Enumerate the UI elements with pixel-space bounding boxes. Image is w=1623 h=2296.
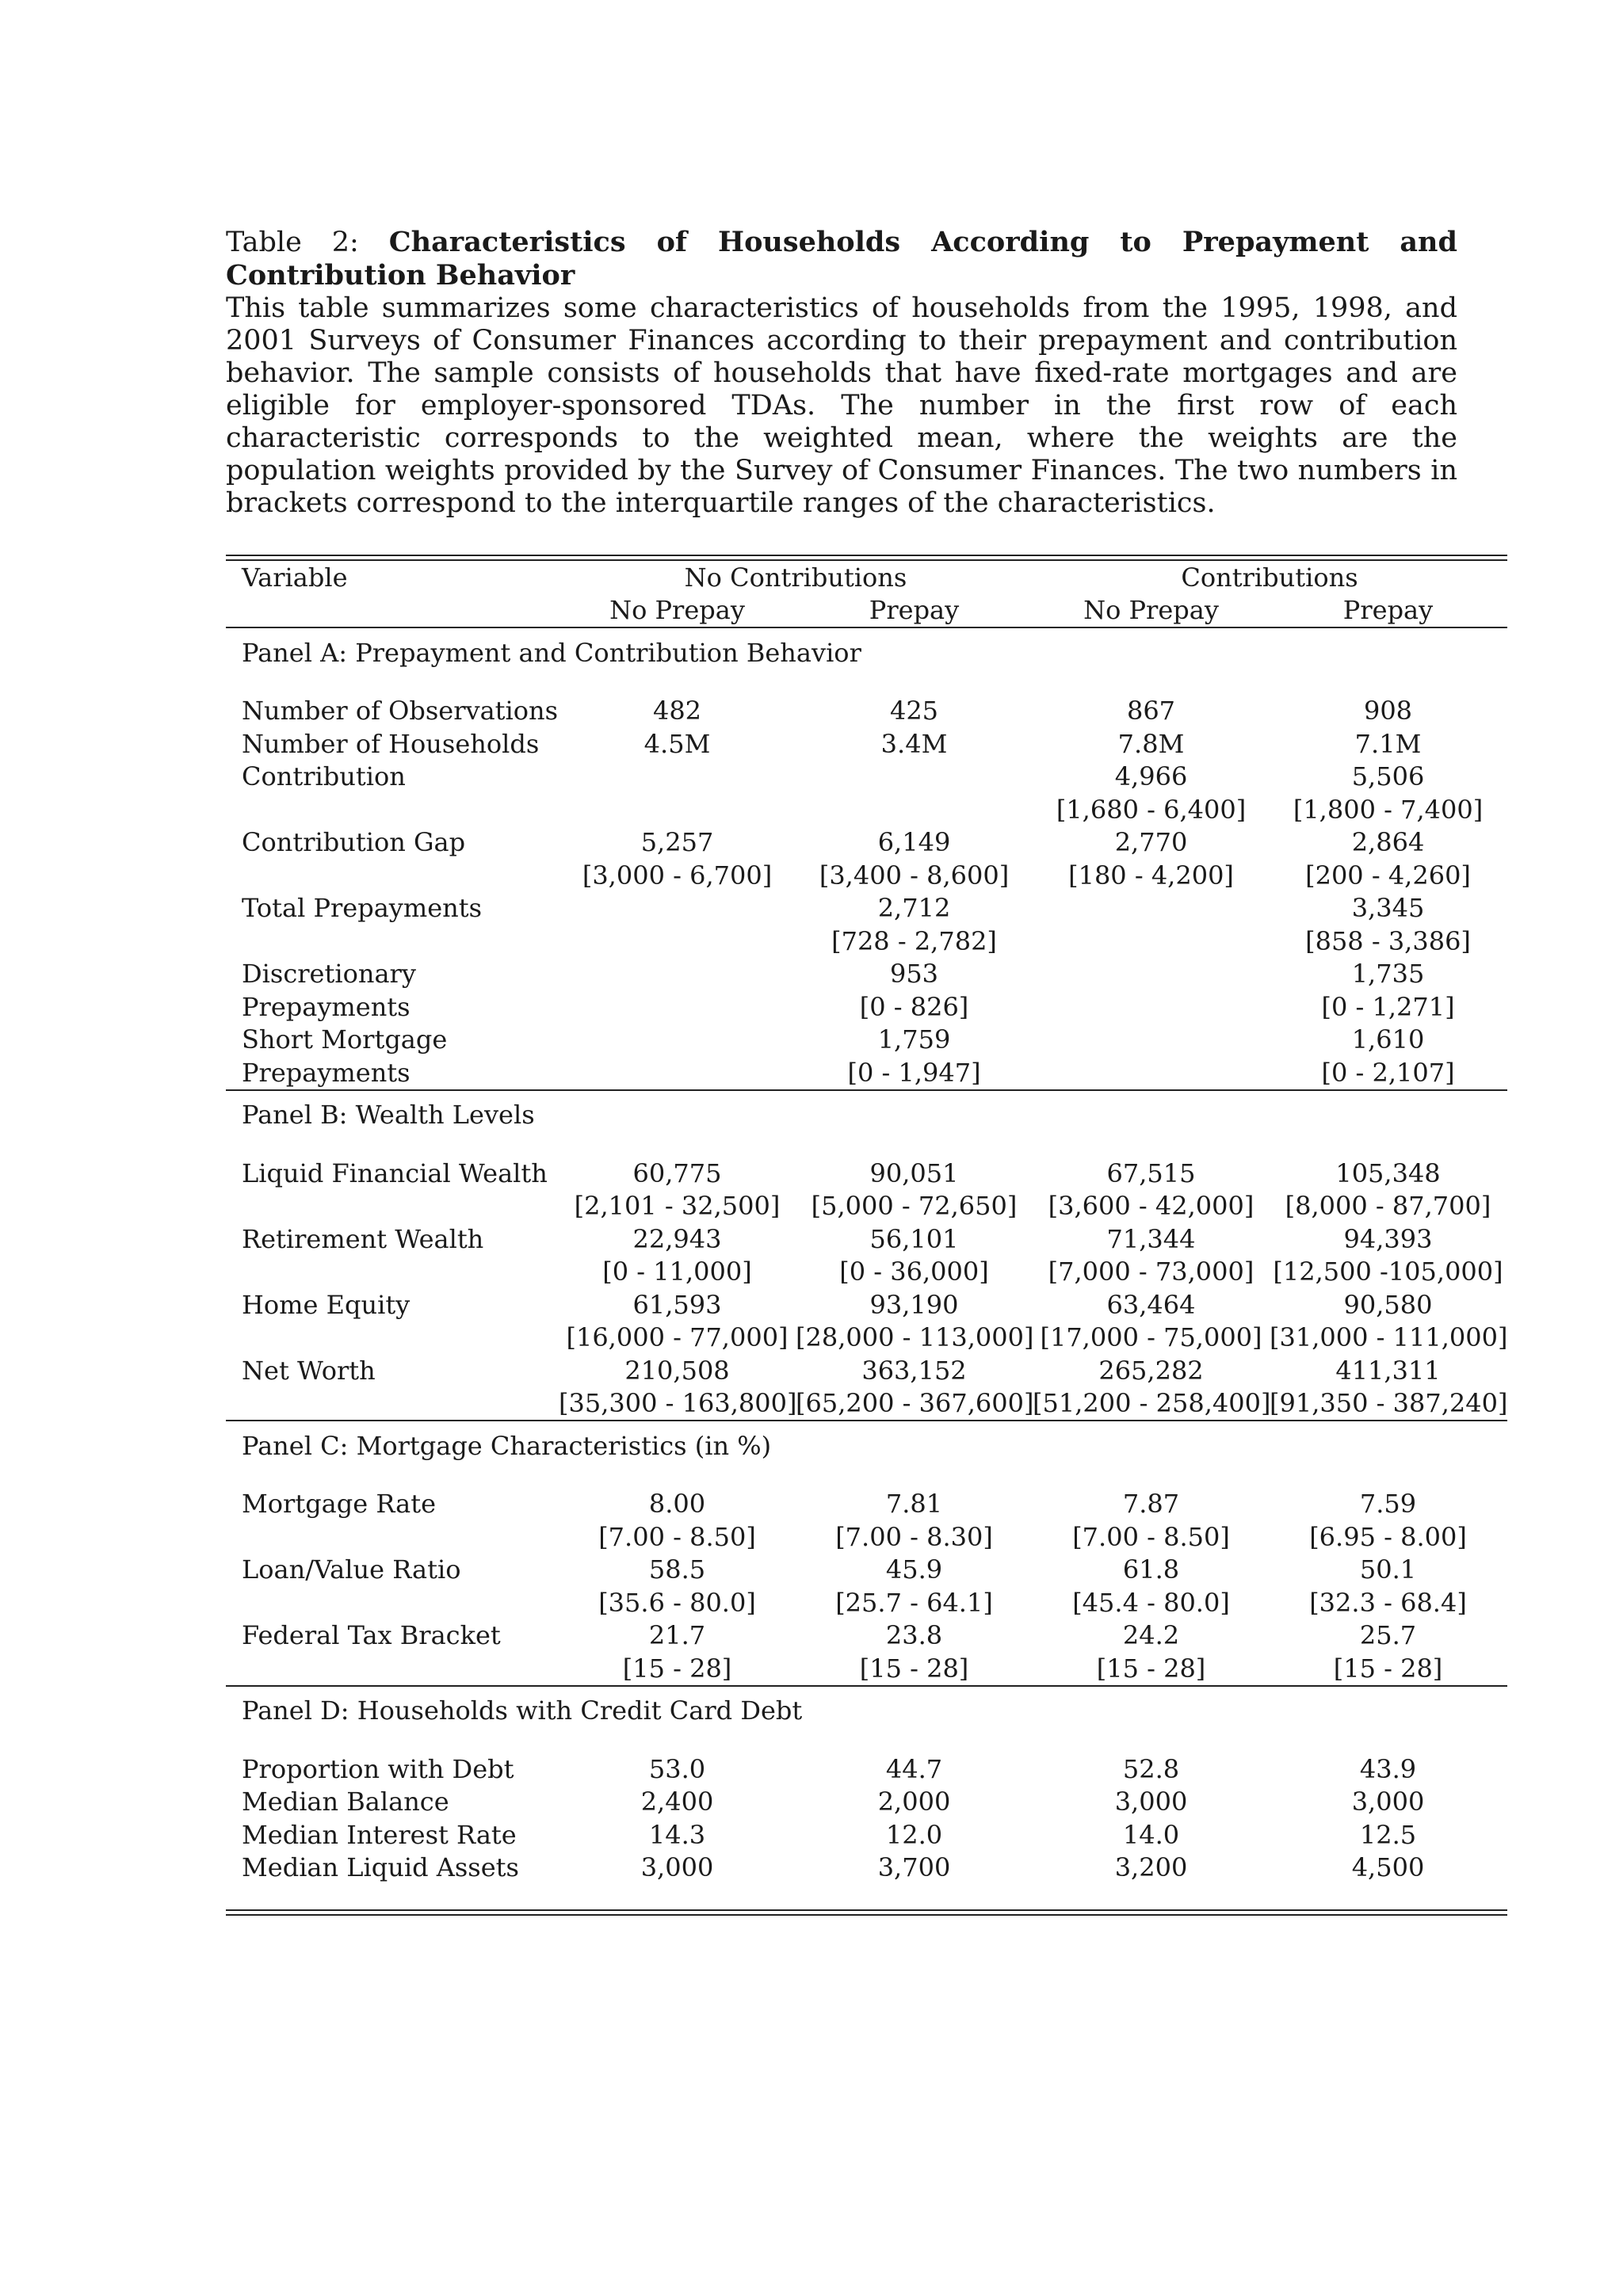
panel-title-gap <box>226 1463 1507 1488</box>
table-row <box>226 1786 1507 1819</box>
row-label: Prepayments <box>242 1057 411 1088</box>
table-cell: [1,680 - 6,400] <box>1056 794 1247 825</box>
table-cell: 61.8 <box>1122 1554 1180 1585</box>
table-cell: 867 <box>1126 696 1176 727</box>
row-label: Number of Observations <box>242 696 559 727</box>
table-cell: 58.5 <box>648 1554 706 1585</box>
table-cell: 425 <box>889 696 939 727</box>
table-cell: 44.7 <box>885 1753 943 1784</box>
table-cell: [0 - 2,107] <box>1321 1057 1455 1088</box>
row-label: Mortgage Rate <box>242 1489 437 1520</box>
table-cell: 52.8 <box>1122 1753 1180 1784</box>
table-cell: 90,051 <box>869 1158 959 1188</box>
data-table <box>226 555 1507 1916</box>
table-row <box>226 1586 1507 1619</box>
table-row <box>226 1387 1507 1421</box>
row-label: Retirement Wealth <box>242 1223 484 1254</box>
table-row <box>226 761 1507 794</box>
table-cell: [0 - 36,000] <box>839 1257 989 1287</box>
table-cell: 411,311 <box>1335 1355 1441 1386</box>
table-cell: 63,464 <box>1106 1289 1196 1320</box>
table-cell: 24.2 <box>1122 1620 1180 1651</box>
header-sub: Prepay <box>1342 595 1434 626</box>
table-cell: [8,000 - 87,700] <box>1285 1191 1491 1222</box>
table-cell: 482 <box>652 696 702 727</box>
panel-top-gap <box>226 628 1507 636</box>
table-row <box>226 1488 1507 1521</box>
row-label: Number of Households <box>242 728 540 759</box>
table-cell: [35,300 - 163,800] <box>559 1388 797 1419</box>
row-label: Median Interest Rate <box>242 1819 517 1850</box>
table-cell: [5,000 - 72,650] <box>811 1191 1018 1222</box>
row-label: Median Balance <box>242 1787 449 1817</box>
table-cell: 265,282 <box>1098 1355 1204 1386</box>
table-cell: 7.81 <box>885 1489 943 1520</box>
table-cell: 12.5 <box>1359 1819 1417 1850</box>
table-cell: 363,152 <box>861 1355 967 1386</box>
row-label: Contribution <box>242 761 406 792</box>
table-cell: 3,345 <box>1351 893 1425 924</box>
table-cell: 94,393 <box>1343 1223 1433 1254</box>
table-cell: 7.1M <box>1354 728 1422 759</box>
header-row-sub <box>226 594 1507 627</box>
table-cell: 43.9 <box>1359 1753 1417 1784</box>
table-label: Table 2: <box>226 227 359 258</box>
panel-title: Panel A: Prepayment and Contribution Behavior <box>242 637 861 668</box>
table-cell: 53.0 <box>648 1753 706 1784</box>
table-cell: [0 - 1,271] <box>1321 991 1455 1022</box>
table-cell: 2,712 <box>877 893 951 924</box>
table-cell: [15 - 28] <box>859 1653 969 1684</box>
table-row <box>226 1024 1507 1057</box>
row-label: Contribution Gap <box>242 827 466 858</box>
bottom-rule <box>226 1909 1507 1916</box>
table-row <box>226 1157 1507 1190</box>
panel-title: Panel C: Mortgage Characteristics (in %) <box>242 1430 772 1461</box>
table-cell: 105,348 <box>1335 1158 1441 1188</box>
table-cell: [0 - 1,947] <box>847 1057 981 1088</box>
table-cell: 2,000 <box>877 1787 951 1817</box>
table-cell: 14.0 <box>1122 1819 1180 1850</box>
panel-top-gap <box>226 1091 1507 1099</box>
table-cell: [200 - 4,260] <box>1305 860 1471 891</box>
header-row-groups <box>226 561 1507 594</box>
table-row <box>226 958 1507 991</box>
row-label: Liquid Financial Wealth <box>242 1158 548 1188</box>
table-cell: [0 - 826] <box>859 991 969 1022</box>
table-cell: [7.00 - 8.30] <box>835 1521 993 1552</box>
table-cell: [1,800 - 7,400] <box>1293 794 1484 825</box>
table-caption <box>226 226 1457 520</box>
table-row <box>226 1652 1507 1685</box>
table-row <box>226 1852 1507 1885</box>
table-cell: 50.1 <box>1359 1554 1417 1585</box>
table-row <box>226 1818 1507 1852</box>
table-cell: 71,344 <box>1106 1223 1196 1254</box>
table-cell: [32.3 - 68.4] <box>1309 1587 1467 1618</box>
table-cell: 3,000 <box>1114 1787 1188 1817</box>
table-cell: [858 - 3,386] <box>1305 925 1471 956</box>
row-label: Short Mortgage <box>242 1024 448 1055</box>
table-cell: 4,500 <box>1351 1852 1425 1883</box>
header-contributions: Contributions <box>1181 562 1358 593</box>
panel-title-gap <box>226 1131 1507 1157</box>
table-cell: 2,400 <box>640 1787 714 1817</box>
table-cell: 3,700 <box>877 1852 951 1883</box>
table-cell: 3.4M <box>880 728 948 759</box>
table-row <box>226 892 1507 925</box>
table-cell: 67,515 <box>1106 1158 1196 1188</box>
table-cell: 7.8M <box>1117 728 1185 759</box>
table-cell: 4.5M <box>643 728 711 759</box>
table-cell: 6,149 <box>877 827 951 858</box>
table-cell: [7,000 - 73,000] <box>1048 1257 1254 1287</box>
table-cell: [25.7 - 64.1] <box>835 1587 993 1618</box>
table-cell: [28,000 - 113,000] <box>796 1322 1034 1353</box>
row-label: Total Prepayments <box>242 893 483 924</box>
table-cell: 908 <box>1363 696 1413 727</box>
table-cell: [91,350 - 387,240] <box>1270 1388 1508 1419</box>
row-label: Loan/Value Ratio <box>242 1554 461 1585</box>
table-cell: 210,508 <box>624 1355 730 1386</box>
table-row <box>226 793 1507 826</box>
table-cell: 953 <box>889 959 939 990</box>
table-cell: 12.0 <box>885 1819 943 1850</box>
table-cell: 3,200 <box>1114 1852 1188 1883</box>
table-cell: 23.8 <box>885 1620 943 1651</box>
table-cell: [3,400 - 8,600] <box>819 860 1010 891</box>
table-cell: [7.00 - 8.50] <box>598 1521 756 1552</box>
table-row <box>226 1190 1507 1223</box>
panel-title: Panel D: Households with Credit Card Debt <box>242 1695 803 1726</box>
table-row <box>226 1056 1507 1089</box>
table-cell: [51,200 - 258,400] <box>1033 1388 1271 1419</box>
table-cell: [15 - 28] <box>1096 1653 1206 1684</box>
table-cell: 14.3 <box>648 1819 706 1850</box>
table-cell: 5,506 <box>1351 761 1425 792</box>
table-cell: [15 - 28] <box>1333 1653 1443 1684</box>
table-row <box>226 1322 1507 1355</box>
table-cell: 60,775 <box>632 1158 722 1188</box>
table-cell: [3,000 - 6,700] <box>582 860 773 891</box>
table-description: This table summarizes some characteristics of households from the 1995, 1998, and 2001 Surveys of Consumer Finances according to their prepayment and contribution behavior. The sample consists of households that have fixed-rate mortgages and are eligible for employer-sponsored TDAs. The number in the first row of each characteristic corresponds to the weighted mean, where the weights are the population weights provided by the Survey of Consumer Finances. The two numbers in brackets correspond to the interquartile ranges of the characteristics. <box>226 292 1457 519</box>
table-cell: 3,000 <box>1351 1787 1425 1817</box>
table-cell: 21.7 <box>648 1620 706 1651</box>
table-cell: [180 - 4,200] <box>1068 860 1234 891</box>
bottom-gap <box>226 1884 1507 1909</box>
table-body <box>226 628 1507 1884</box>
header-sub: No Prepay <box>1083 595 1219 626</box>
header-sub: Prepay <box>869 595 960 626</box>
table-cell: [7.00 - 8.50] <box>1072 1521 1230 1552</box>
table-cell: 56,101 <box>869 1223 959 1254</box>
table-cell: [17,000 - 75,000] <box>1040 1322 1262 1353</box>
table-cell: [15 - 28] <box>622 1653 732 1684</box>
table-cell: 1,735 <box>1351 959 1425 990</box>
table-row <box>226 695 1507 728</box>
table-cell: 61,593 <box>632 1289 722 1320</box>
table-cell: 93,190 <box>869 1289 959 1320</box>
table-row <box>226 1288 1507 1322</box>
table-row <box>226 1753 1507 1786</box>
table-cell: 45.9 <box>885 1554 943 1585</box>
table-cell: [3,600 - 42,000] <box>1048 1191 1254 1222</box>
table-cell: [65,200 - 367,600] <box>796 1388 1034 1419</box>
table-cell: 7.87 <box>1122 1489 1180 1520</box>
table-row <box>226 1520 1507 1554</box>
table-cell: 4,966 <box>1114 761 1188 792</box>
table-cell: [6.95 - 8.00] <box>1309 1521 1467 1552</box>
panel-top-gap <box>226 1687 1507 1695</box>
row-label: Median Liquid Assets <box>242 1852 519 1883</box>
table-cell: 3,000 <box>640 1852 714 1883</box>
table-title: Characteristics of Households According to Prepayment and Contribution Behavior <box>226 226 1457 292</box>
table-cell: [728 - 2,782] <box>831 925 997 956</box>
header-variable: Variable <box>242 562 348 593</box>
panel-top-gap <box>226 1421 1507 1429</box>
table-cell: [2,101 - 32,500] <box>574 1191 781 1222</box>
caption-heading <box>226 226 1457 292</box>
table-cell: 1,610 <box>1351 1024 1425 1055</box>
row-label: Home Equity <box>242 1289 411 1320</box>
table-cell: [12,500 -105,000] <box>1273 1257 1503 1287</box>
top-rule <box>226 555 1507 561</box>
row-label: Discretionary <box>242 959 416 990</box>
row-label: Prepayments <box>242 991 411 1022</box>
table-cell: 1,759 <box>877 1024 951 1055</box>
table-cell: [0 - 11,000] <box>602 1257 752 1287</box>
row-label: Proportion with Debt <box>242 1753 514 1784</box>
table-cell: 22,943 <box>632 1223 722 1254</box>
row-label: Federal Tax Bracket <box>242 1620 501 1651</box>
table-cell: 90,580 <box>1343 1289 1433 1320</box>
table-cell: 2,770 <box>1114 827 1188 858</box>
table-row <box>226 1222 1507 1256</box>
row-label: Net Worth <box>242 1355 376 1386</box>
table-row <box>226 826 1507 860</box>
table-cell: [35.6 - 80.0] <box>598 1587 756 1618</box>
table-row <box>226 1354 1507 1387</box>
table-row <box>226 1256 1507 1289</box>
panel-title-gap <box>226 1727 1507 1753</box>
table-row <box>226 990 1507 1024</box>
table-cell: [16,000 - 77,000] <box>566 1322 789 1353</box>
table-cell: 25.7 <box>1359 1620 1417 1651</box>
table-cell: [31,000 - 111,000] <box>1270 1322 1508 1353</box>
header-no-contributions: No Contributions <box>684 562 907 593</box>
table-row <box>226 859 1507 892</box>
table-row <box>226 727 1507 761</box>
table-row <box>226 925 1507 958</box>
table-cell: [45.4 - 80.0] <box>1072 1587 1230 1618</box>
table-cell: 8.00 <box>648 1489 706 1520</box>
panel-title: Panel B: Wealth Levels <box>242 1100 535 1131</box>
table-cell: 5,257 <box>640 827 714 858</box>
table-cell: 7.59 <box>1359 1489 1417 1520</box>
panel-title-gap <box>226 669 1507 695</box>
table-row <box>226 1554 1507 1587</box>
table-row <box>226 1619 1507 1653</box>
header-sub: No Prepay <box>609 595 745 626</box>
table-cell: 2,864 <box>1351 827 1425 858</box>
